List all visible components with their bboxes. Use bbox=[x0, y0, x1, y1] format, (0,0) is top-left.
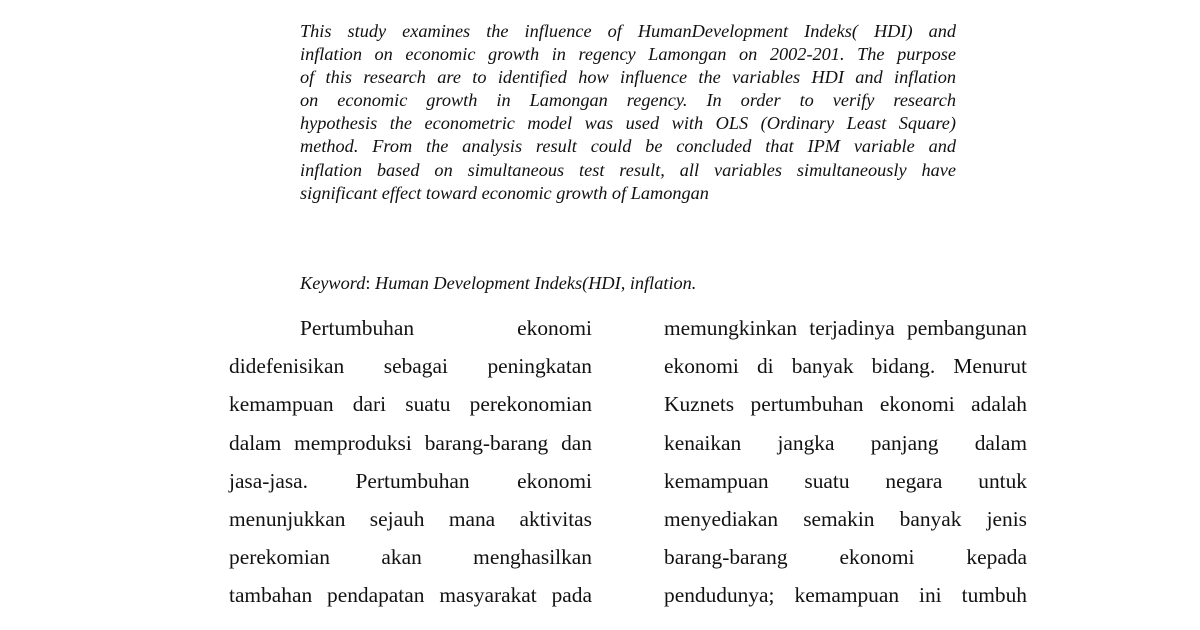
body-line: pendudunya; kemampuan ini tumbuh bbox=[664, 583, 1027, 608]
body-line: memungkinkan terjadinya pembangunan bbox=[664, 316, 1027, 340]
body-column-left bbox=[229, 309, 592, 615]
body-line: menunjukkan sejauh mana aktivitas bbox=[229, 507, 592, 532]
body-line: perekomian akan menghasilkan bbox=[229, 545, 592, 570]
body-line: dalam memproduksi barang-barang dan bbox=[229, 430, 592, 455]
body-line: Pertumbuhan ekonomi bbox=[300, 316, 592, 340]
body-line: tambahan pendapatan masyarakat pada bbox=[229, 583, 592, 608]
body-line: menyediakan semakin banyak jenis bbox=[664, 507, 1027, 532]
abstract-line: of this research are to identified how influence the variables HDI and inflation bbox=[300, 67, 956, 88]
abstract-line: on economic growth in Lamongan regency. In order to verify research bbox=[300, 90, 956, 111]
body-line: Kuznets pertumbuhan ekonomi adalah bbox=[664, 392, 1027, 417]
keywords-text: Human Development Indeks(HDI, inflation. bbox=[370, 273, 697, 293]
abstract-line: This study examines the influence of HumanDevelopment Indeks( HDI) and bbox=[300, 21, 956, 41]
abstract-line: method. From the analysis result could be concluded that IPM variable and bbox=[300, 136, 956, 157]
body-line: ekonomi di banyak bidang. Menurut bbox=[664, 354, 1027, 379]
abstract-line: inflation based on simultaneous test result, all variables simultaneously have bbox=[300, 159, 956, 180]
keywords-line bbox=[300, 272, 1000, 295]
keywords-separator: : bbox=[365, 273, 371, 293]
body-line: jasa-jasa. Pertumbuhan ekonomi bbox=[229, 468, 592, 493]
body-line: didefenisikan sebagai peningkatan bbox=[229, 354, 592, 379]
body-column-right bbox=[664, 309, 1027, 615]
body-line: kemampuan suatu negara untuk bbox=[664, 468, 1027, 493]
abstract-line: hypothesis the econometric model was used with OLS (Ordinary Least Square) bbox=[300, 113, 956, 134]
body-line: barang-barang ekonomi kepada bbox=[664, 545, 1027, 570]
body-line: kenaikan jangka panjang dalam bbox=[664, 430, 1027, 455]
abstract-line: inflation on economic growth in regency Lamongan on 2002-201. The purpose bbox=[300, 44, 956, 65]
body-line: kemampuan dari suatu perekonomian bbox=[229, 392, 592, 417]
abstract-paragraph bbox=[300, 20, 956, 205]
abstract-line: significant effect toward economic growth of Lamongan bbox=[300, 182, 709, 203]
keywords-label: Keyword bbox=[300, 273, 366, 293]
